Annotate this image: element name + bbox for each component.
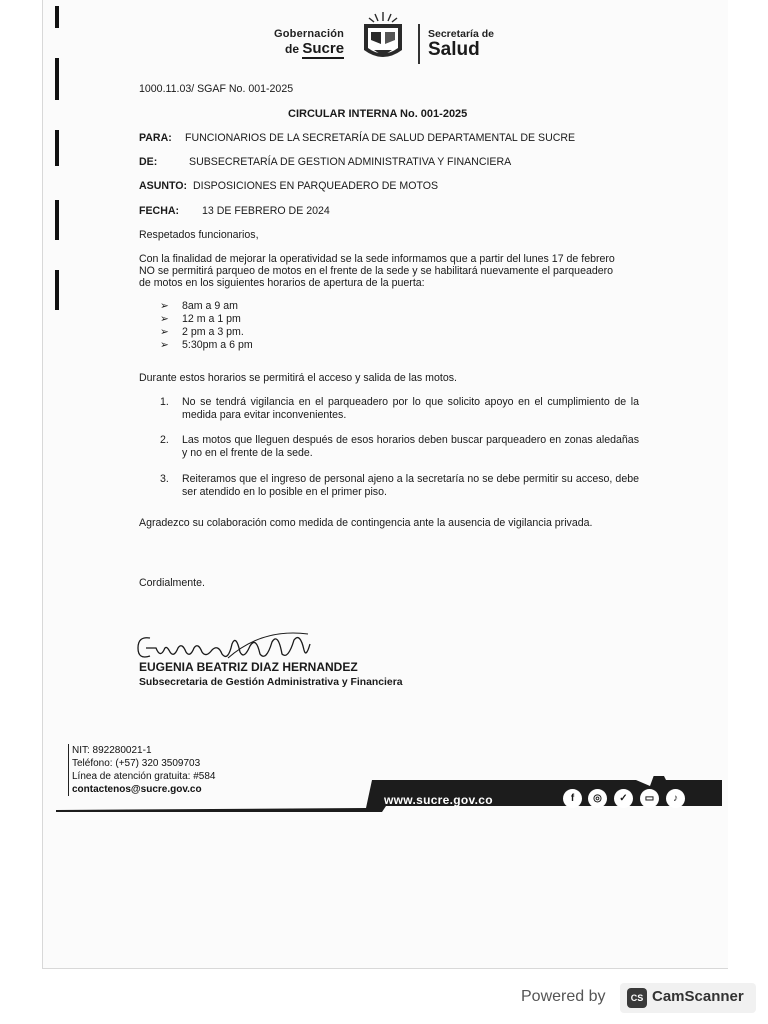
asunto-value: DISPOSICIONES EN PARQUEADERO DE MOTOS — [193, 180, 439, 192]
logo-prefix: de — [285, 42, 303, 56]
scan-edge-mark — [55, 6, 59, 28]
facebook-icon[interactable]: f — [563, 789, 582, 808]
instagram-icon[interactable]: ◎ — [588, 789, 607, 808]
arrow-bullet-icon: ➢ — [160, 339, 169, 351]
website-link[interactable]: www.sucre.gov.co — [384, 793, 493, 807]
footer-nit: NIT: 892280021-1 — [72, 745, 152, 756]
thanks-paragraph: Agradezco su colaboración como medida de contingencia ante la ausencia de vigilancia privada. — [139, 517, 593, 529]
schedule-text: 5:30pm a 6 pm — [182, 339, 253, 351]
logo-line-2 — [274, 40, 344, 57]
item-number: 1. — [160, 396, 169, 408]
schedule-item — [160, 326, 244, 339]
youtube-icon[interactable]: ▭ — [640, 789, 659, 808]
schedule-text: 2 pm a 3 pm. — [182, 326, 244, 338]
logo-separator — [418, 24, 420, 64]
gobernacion-logo-text — [274, 28, 344, 57]
para-label: PARA: — [139, 132, 172, 144]
twitter-icon[interactable]: ✓ — [614, 789, 633, 808]
item-number: 2. — [160, 434, 169, 446]
salud-label: Salud — [428, 39, 480, 60]
arrow-bullet-icon: ➢ — [160, 326, 169, 338]
camscanner-logo-icon: CS — [627, 988, 647, 1008]
footer-hotline: Línea de atención gratuita: #584 — [72, 771, 216, 782]
schedule-text: 12 m a 1 pm — [182, 313, 241, 325]
secretaria-label: Secretaría de — [428, 28, 494, 40]
greeting: Respetados funcionarios, — [139, 229, 259, 241]
schedule-text: 8am a 9 am — [182, 300, 238, 312]
signer-name: EUGENIA BEATRIZ DIAZ HERNANDEZ — [139, 660, 358, 674]
arrow-bullet-icon: ➢ — [160, 313, 169, 325]
intro-line-3: de motos en los siguientes horarios de apertura de la puerta: — [139, 277, 425, 289]
schedule-item — [160, 300, 238, 313]
footer-phone: Teléfono: (+57) 320 3509703 — [72, 758, 201, 769]
logo-name: Sucre — [302, 40, 345, 57]
item-text: Reiteramos que el ingreso de personal ajeno a la secretaría no se debe permitir su acceso, debe ser atendido en lo posible en el primer piso. — [182, 473, 639, 498]
asunto-label: ASUNTO: — [139, 180, 188, 192]
fecha-label: FECHA: — [139, 205, 180, 217]
scan-edge-mark — [55, 130, 59, 166]
access-note: Durante estos horarios se permitirá el acceso y salida de las motos. — [139, 372, 457, 384]
item-text: No se tendrá vigilancia en el parqueadero por lo que solicito apoyo en el cumplimiento de la medida para evitar inconvenientes. — [182, 396, 639, 421]
closing: Cordialmente. — [139, 577, 205, 589]
item-text: Las motos que lleguen después de esos horarios deben buscar parqueadero en zonas aledañas y no en el frente de la sede. — [182, 434, 639, 459]
schedule-item — [160, 339, 253, 352]
de-value: SUBSECRETARÍA DE GESTION ADMINISTRATIVA Y FINANCIERA — [189, 156, 512, 168]
intro-line-2: NO se permitirá parqueo de motos en el frente de la sede y se habilitará nuevamente el parqueadero — [139, 265, 614, 277]
schedule-item — [160, 313, 241, 326]
intro-line-1: Con la finalidad de mejorar la operatividad se la sede informamos que a partir del lunes 17 de febrero — [139, 253, 615, 265]
scan-edge-mark — [55, 270, 59, 310]
item-number: 3. — [160, 473, 169, 485]
scan-edge-mark — [55, 200, 59, 240]
document-title: CIRCULAR INTERNA No. 001-2025 — [288, 108, 468, 120]
para-value: FUNCIONARIOS DE LA SECRETARÍA DE SALUD DEPARTAMENTAL DE SUCRE — [185, 132, 576, 144]
de-label: DE: — [139, 156, 158, 168]
footer-email: contactenos@sucre.gov.co — [72, 784, 202, 795]
logo-line-1: Gobernación — [274, 28, 345, 40]
powered-by-label: Powered by — [521, 988, 606, 1005]
secretaria-logo-text — [428, 28, 494, 60]
signer-title: Subsecretaria de Gestión Administrativa y Financiera — [139, 677, 403, 688]
fecha-value: 13 DE FEBRERO DE 2024 — [202, 205, 330, 217]
reference-number: 1000.11.03/ SGAF No. 001-2025 — [139, 83, 294, 95]
tiktok-icon[interactable]: ♪ — [666, 789, 685, 808]
scan-edge-mark — [55, 58, 59, 100]
sucre-seal-icon — [358, 10, 408, 66]
arrow-bullet-icon: ➢ — [160, 300, 169, 312]
camscanner-brand: CamScanner — [652, 988, 744, 1005]
